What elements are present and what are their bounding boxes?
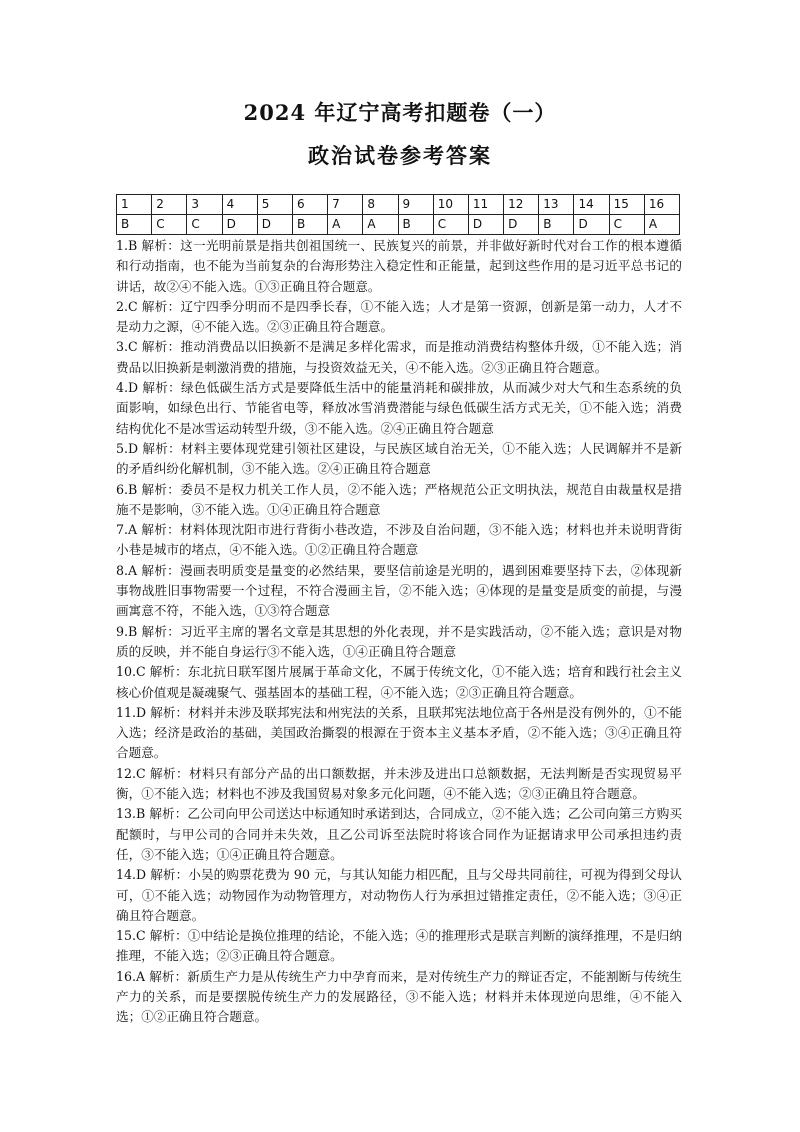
answer-cell: B (292, 215, 327, 235)
question-number: 5 (257, 195, 292, 215)
page-subtitle: 政治试卷参考答案 (308, 143, 492, 168)
answer-row (117, 215, 680, 235)
answer-cell: A (644, 215, 679, 235)
answer-cell: C (152, 215, 187, 235)
explanation-item: 12.C 解析：材料只有部分产品的出口额数据，并未涉及进出口总额数据，无法判断是否实现贸易平衡，①不能入选；材料也不涉及我国贸易对象多元化问题，④不能入选；②③正确且符合题意。 (116, 765, 682, 802)
question-number: 8 (363, 195, 398, 215)
question-number: 14 (574, 195, 609, 215)
explanation-item: 15.C 解析：①中结论是换位推理的结论，不能入选；④的推理形式是联言判断的演绎推理，不是归纳推理，不能入选；②③正确且符合题意。 (116, 928, 682, 964)
explanation-item: 6.B 解析：委员不是权力机关工作人员，②不能入选；严格规范公正文明执法，规范自由裁量权是措施不是影响，③不能入选。①④正确且符合题意 (116, 481, 682, 517)
question-number: 1 (117, 195, 152, 215)
question-number: 16 (644, 195, 679, 215)
question-number: 3 (187, 195, 222, 215)
question-number: 6 (292, 195, 327, 215)
question-number: 10 (433, 195, 468, 215)
explanation-item: 11.D 解析：材料并未涉及联邦宪法和州宪法的关系，且联邦宪法地位高于各州是没有例外的，①不能入选；经济是政治的基础，美国政治撕裂的根源在于资本主义基本矛盾，②不能入选；③④正确且符合题意。 (116, 704, 682, 761)
answer-table (116, 194, 680, 235)
answer-cell: A (363, 215, 398, 235)
answer-cell: D (222, 215, 257, 235)
question-number-row (117, 195, 680, 215)
explanation-item: 13.B 解析：乙公司向甲公司送达中标通知时承诺到达，合同成立，②不能入选；乙公司向第三方购买配额时，与甲公司的合同并未失效，且乙公司诉至法院时将该合同作为证据请求甲公司承担违约责任，③不能入选；①④正确且符合题意。 (116, 806, 682, 862)
answer-cell: D (574, 215, 609, 235)
explanation-item: 8.A 解析：漫画表明质变是量变的必然结果，要坚信前途是光明的，遇到困难要坚持下去，②体现新事物战胜旧事物需要一个过程，不符合漫画主旨，②不能入选；④体现的是量变是质变的前提，与漫画寓意不符，不能入选，①③符合题意 (116, 562, 682, 619)
answer-cell: C (609, 215, 644, 235)
explanation-item: 3.C 解析：推动消费品以旧换新不是满足多样化需求，而是推动消费结构整体升级，①不能入选；消费品以旧换新是刺激消费的措施，与投资效益无关，④不能入选。②③正确且符合题意。 (116, 339, 682, 375)
explanation-item: 14.D 解析：小吴的购票花费为 90 元，与其认知能力相匹配，且与父母共同前往，可视为得到父母认可，①不能入选；动物园作为动物管理方，对动物伤人行为承担过错推定责任，②不能入选；③④正确且符合题意。 (116, 867, 682, 923)
explanation-item: 2.C 解析：辽宁四季分明而不是四季长春，①不能入选；人才是第一资源，创新是第一动力，人才不是动力之源，④不能入选。②③正确且符合题意。 (116, 298, 682, 335)
explanation-item: 4.D 解析：绿色低碳生活方式是要降低生活中的能量消耗和碳排放，从而减少对大气和生态系统的负面影响，如绿色出行、节能省电等，释放冰雪消费潜能与绿色低碳生活方式无关，①不能入选；消费结构优化不是冰雪运动转型升级，③不能入选。②④正确且符合题意 (116, 380, 682, 436)
answer-cell: B (117, 215, 152, 235)
explanation-list (116, 236, 682, 1028)
answer-cell: B (398, 215, 433, 235)
answer-cell: C (433, 215, 468, 235)
explanation-item: 16.A 解析：新质生产力是从传统生产力中孕育而来，是对传统生产力的辩证否定，不能割断与传统生产力的关系，而是要摆脱传统生产力的发展路径，③不能入选；材料并未体现逆向思维，④不能入选；①②正确且符合题意。 (116, 968, 682, 1025)
answer-cell: D (504, 215, 539, 235)
question-number: 9 (398, 195, 433, 215)
explanation-item: 10.C 解析：东北抗日联军图片展属于革命文化，不属于传统文化，①不能入选；培育和践行社会主义核心价值观是凝魂聚气、强基固本的基础工程，④不能入选；②③正确且符合题意。 (116, 664, 682, 700)
question-number: 12 (504, 195, 539, 215)
explanation-item: 1.B 解析：这一光明前景是指共创祖国统一、民族复兴的前景，并非做好新时代对台工作的根本遵循和行动指南，也不能为当前复杂的台海形势注入稳定性和正能量，起到这些作用的是习近平总书记的讲话，故②④不能入选。①③正确且符合题意。 (116, 238, 682, 294)
question-number: 7 (328, 195, 363, 215)
question-number: 11 (468, 195, 503, 215)
answer-cell: B (539, 215, 574, 235)
answer-cell: C (187, 215, 222, 235)
explanation-item: 9.B 解析：习近平主席的署名文章是其思想的外化表现，并不是实践活动，②不能入选；意识是对物质的反映，并不能自身运行③不能入选，①④正确且符合题意 (116, 623, 682, 659)
question-number: 2 (152, 195, 187, 215)
answer-cell: D (257, 215, 292, 235)
explanation-item: 5.D 解析：材料主要体现党建引领社区建设，与民族区域自治无关，①不能入选；人民调解并不是新的矛盾纠纷化解机制，③不能入选。②④正确且符合题意 (116, 440, 682, 477)
question-number: 4 (222, 195, 257, 215)
answer-cell: D (468, 215, 503, 235)
page-title: 2024 年辽宁高考扣题卷（一） (243, 100, 557, 125)
question-number: 15 (609, 195, 644, 215)
question-number: 13 (539, 195, 574, 215)
answer-cell: A (328, 215, 363, 235)
explanation-item: 7.A 解析：材料体现沈阳市进行背街小巷改造，不涉及自治问题，③不能入选；材料也并未说明背街小巷是城市的堵点，④不能入选。①②正确且符合题意 (116, 522, 682, 558)
